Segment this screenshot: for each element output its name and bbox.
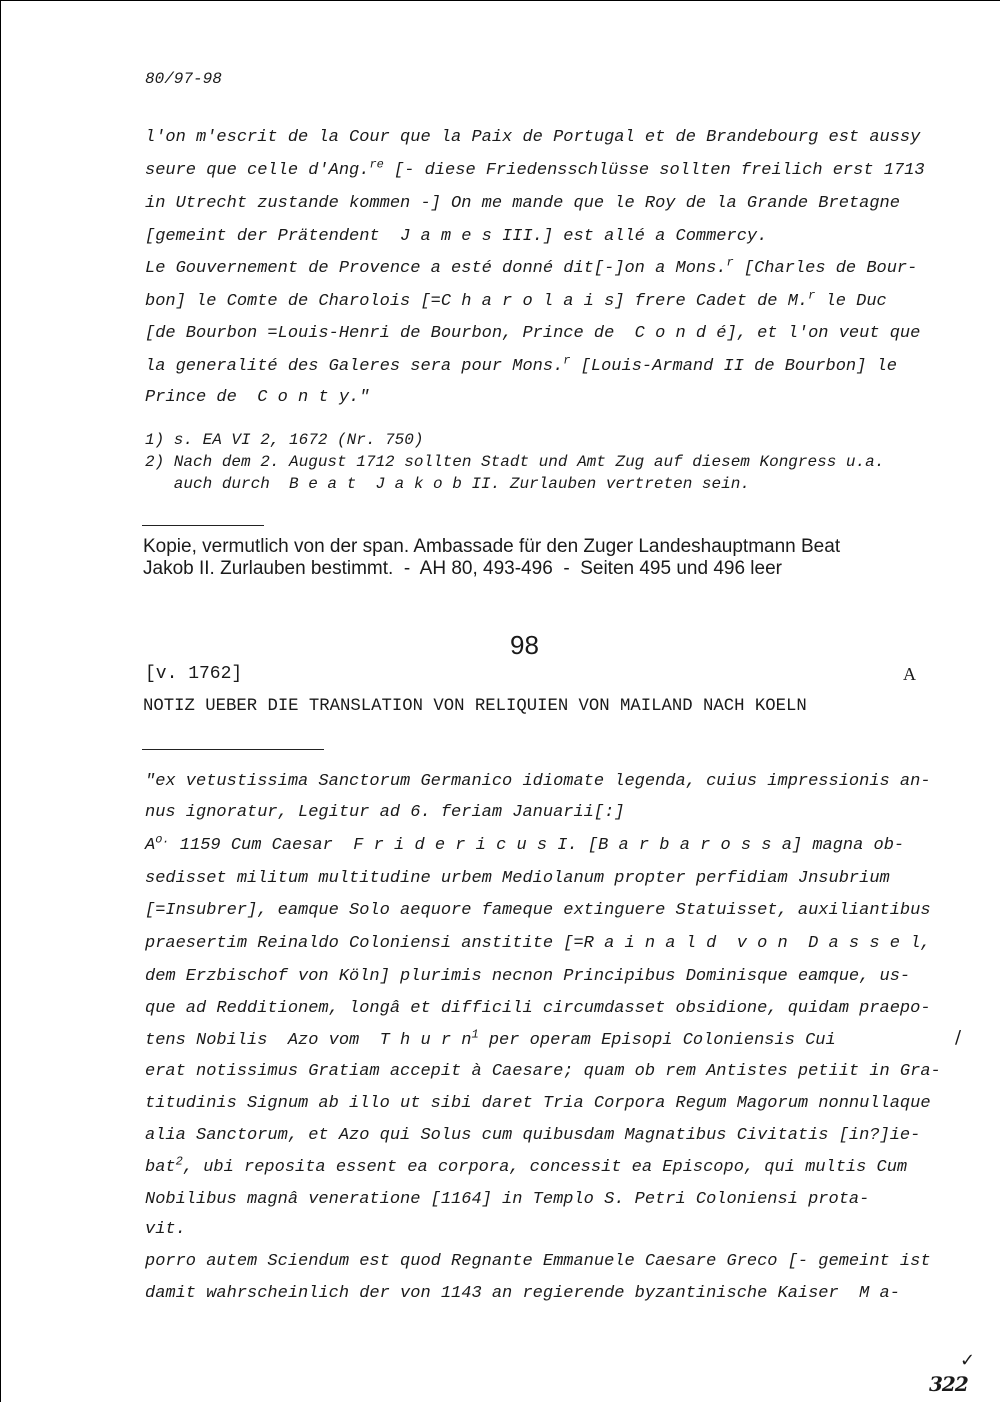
source-note-line: Jakob II. Zurlauben bestimmt. - AH 80, 493-496 - Seiten 495 und 496 leer [143,558,782,579]
body-line: Nobilibus magnâ veneratione [1164] in Templo S. Petri Coloniensi prota- [145,1190,870,1209]
body-line: alia Sanctorum, et Azo qui Solus cum quibusdam Magnatibus Civitatis [in?]ie- [145,1126,921,1145]
body-line: que ad Redditionem, longâ et difficili circumdasset obsidione, quidam praepo- [145,999,931,1018]
quote-line: la generalité des Galeres sera pour Mons.$^r$ [Louis-Armand II de Bourbon] le [145,353,897,376]
page-identifier: 80/97-98 [145,70,222,88]
footnote: 2) Nach dem 2. August 1712 sollten Stadt und Amt Zug auf diesem Kongress u.a. [145,453,885,471]
document-number: 98 [510,630,539,660]
body-line: vit. [145,1220,186,1239]
footnote: auch durch B e a t J a k o b II. Zurlauben vertreten sein. [145,475,750,493]
quote-line: Prince de C o n t y." [145,388,370,407]
body-line: "ex vetustissima Sanctorum Germanico idiomate legenda, cuius impressionis an- [145,772,931,791]
folio-number: 322 [929,1372,968,1396]
footnote: 1) s. EA VI 2, 1672 (Nr. 750) [145,431,424,449]
body-line: erat notissimus Gratiam accepit à Caesare; quam ob rem Antistes petiit in Gra- [145,1062,941,1081]
document-date: [v. 1762] [145,664,243,684]
document-title: NOTIZ UEBER DIE TRANSLATION VON RELIQUIEN VON MAILAND NACH KOELN [143,697,807,716]
body-line: tens Nobilis Azo vom T h u r $n^1$ per operam Episopi Coloniensis Cui [145,1027,836,1050]
separator-rule [142,749,324,750]
scan-border-top [0,0,1000,1]
source-note-line: Kopie, vermutlich von der span. Ambassade für den Zuger Landeshauptmann Beat [143,536,841,557]
quote-line: [de Bourbon =Louis-Henri de Bourbon, Prince de C o n d é], et l'on veut que [145,324,921,343]
body-line: nus ignoratur, Legitur ad 6. feriam Januarii[:] [145,803,625,822]
body-line: praesertim Reinaldo Coloniensi anstitite [=R a i n a l d v o n D a s s e l, [145,934,931,953]
check-mark-icon: ✓ [960,1350,976,1371]
body-line: $A^{o.}$ 1159 Cum Caesar F r i d e r i c u s I. [B a r b a r o s s a] magna ob- [145,832,905,855]
quote-line: seure que celle d'Ang.$^{re}$ [- diese Friedensschlüsse sollten freilich erst 1713 [145,157,925,180]
quote-line: bon] le Comte de Charolois [=C h a r o l a i s] frere Cadet de M.$^r$ le Duc [145,288,887,311]
body-line: [=Insubrer], eamque Solo aequore fameque extinguere Statuisset, auxiliantibus [145,901,931,920]
body-line: bat$^2$, ubi reposita essent ea corpora, concessit ea Episcopo, qui multis Cum [145,1154,908,1177]
body-line: porro autem Sciendum est quod Regnante Emmanuele Caesare Greco [- gemeint ist [145,1252,931,1271]
separator-rule [142,525,264,526]
body-line: damit wahrscheinlich der von 1143 an regierende byzantinische Kaiser M a- [145,1284,900,1303]
scan-border-left [0,0,1,1402]
body-line: titudinis Signum ab illo ut sibi daret Tria Corpora Regum Magorum nonnullaque [145,1094,931,1113]
document-letter: A [903,664,916,684]
quote-line: Le Gouvernement de Provence a esté donné dit[-]on a Mons.$^r$ [Charles de Bour- [145,255,918,278]
body-line: dem Erzbischof von Köln] plurimis necnon Principibus Dominisque eamque, us- [145,967,911,986]
quote-line: l'on m'escrit de la Cour que la Paix de Portugal et de Brandebourg est aussy [145,128,921,147]
quote-line: in Utrecht zustande kommen -] On me mande que le Roy de la Grande Bretagne [145,194,900,213]
margin-slash-mark: / [955,1027,962,1048]
body-line: sedisset militum multitudine urbem Mediolanum propter perfidiam Jnsubrium [145,869,890,888]
quote-line: [gemeint der Prätendent J a m e s III.] est allé a Commercy. [145,227,768,246]
